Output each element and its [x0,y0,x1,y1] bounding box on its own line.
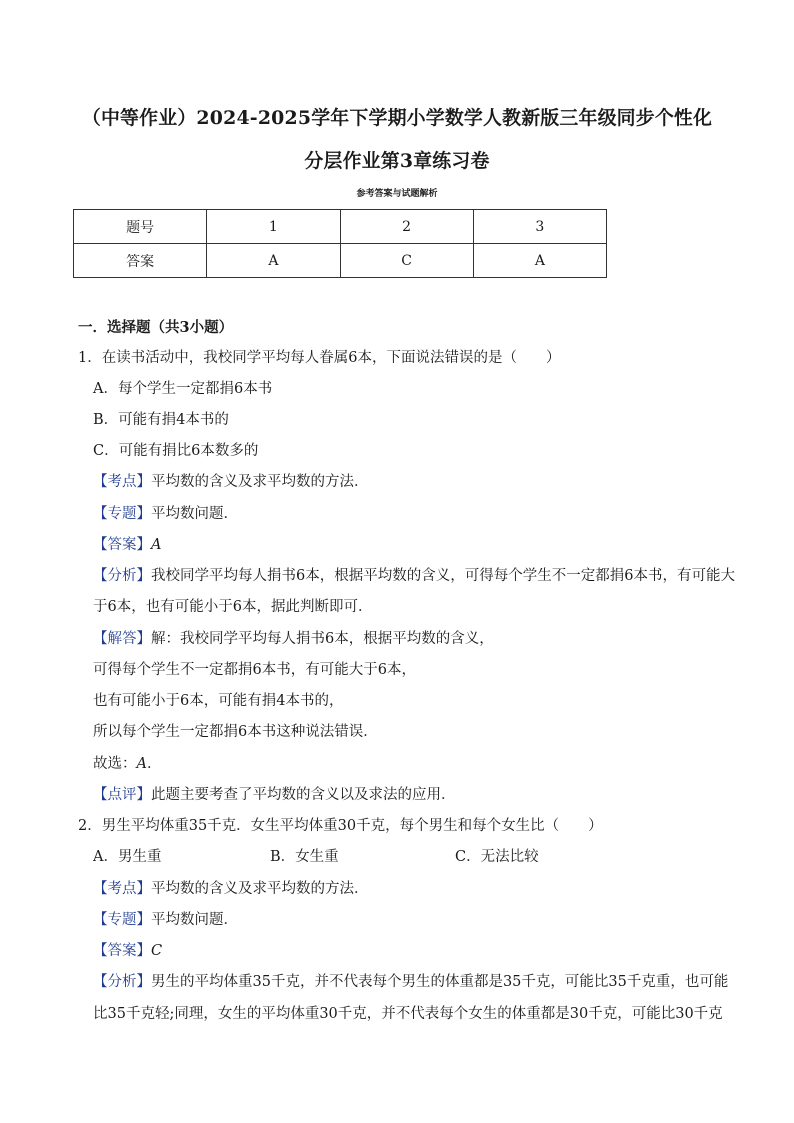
question-2-option-c: C．无法比较 [455,849,539,865]
question-2-answer [93,941,162,961]
question-2-fenxi-line1 [93,972,728,992]
question-2-fenxi-line2: 比35千克轻;同理，女生的平均体重30千克，并不代表每个女生的体重都是30千克，可能比30千克 [93,1006,723,1022]
question-2-stem: 2．男生平均体重35千克．女生平均体重30千克，每个男生和每个女生比（ ） [78,818,603,834]
question-1-option-b: B．可能有捐4本书的 [93,412,229,428]
dianping-tag: 【点评】 [93,787,151,803]
question-1-jieda-line2: 可得每个学生不一定都捐6本书，有可能大于6本， [93,662,416,678]
question-1-stem: 1．在读书活动中，我校同学平均每人眷属6本，下面说法错误的是（ ） [78,350,561,366]
table-row [74,210,607,244]
question-1-option-a: A．每个学生一定都捐6本书 [93,381,273,397]
question-2-kaodian [93,879,369,899]
question-2-option-b: B．女生重 [270,849,339,865]
daan-text: C [151,943,163,959]
fenxi-tag: 【分析】 [93,568,151,584]
question-2-option-a: A．男生重 [93,849,162,865]
document-subtitle: 参考答案与试题解析 [356,189,438,199]
question-1-fenxi-line1 [93,566,735,586]
kaodian-tag: 【考点】 [93,881,151,897]
table-cell: 题号 [74,210,207,244]
question-1-fenxi-line2: 于6本，也有可能小于6本，据此判断即可． [93,599,373,615]
daan-tag: 【答案】 [93,943,151,959]
question-1-dianping [93,785,456,805]
question-1-jieda-line3: 也有可能小于6本，可能有捐4本书的， [93,693,344,709]
daan-text: A [151,537,162,553]
question-1-jieda-line1 [93,629,494,649]
jieda-tag: 【解答】 [93,631,151,647]
daan-tag: 【答案】 [93,537,151,553]
table-cell: C [340,244,473,278]
table-cell: 答案 [74,244,207,278]
zhuanti-text: 平均数问题． [151,506,238,522]
question-2-zhuanti [93,910,238,930]
guxuan-answer: A [136,756,147,772]
table-cell: 1 [207,210,340,244]
fenxi-text: 男生的平均体重35千克，并不代表每个男生的体重都是35千克，可能比35千克重，也可能 [151,974,729,990]
guxuan-label: 故选： [93,756,137,772]
question-1-guxuan [93,754,161,774]
table-cell: A [207,244,340,278]
guxuan-end: ． [146,756,162,772]
table-row [74,244,607,278]
jieda-text: 解：我校同学平均每人捐书6本，根据平均数的含义， [151,631,494,647]
table-cell: 3 [473,210,606,244]
document-title-line1: （中等作业）2024-2025学年下学期小学数学人教新版三年级同步个性化 [81,107,713,129]
kaodian-text: 平均数的含义及求平均数的方法． [151,474,369,490]
fenxi-text: 我校同学平均每人捐书6本，根据平均数的含义，可得每个学生不一定都捐6本书，有可能大 [151,568,735,584]
zhuanti-tag: 【专题】 [93,506,151,522]
question-1-answer [93,535,161,555]
question-1-kaodian [93,472,369,492]
zhuanti-tag: 【专题】 [93,912,151,928]
kaodian-tag: 【考点】 [93,474,151,490]
section-heading: 一．选择题（共3小题） [78,319,234,336]
question-1-option-c: C．可能有捐比6本数多的 [93,443,259,459]
table-cell: 2 [340,210,473,244]
fenxi-tag: 【分析】 [93,974,151,990]
question-1-zhuanti [93,504,238,524]
table-cell: A [473,244,606,278]
answer-table [73,209,607,278]
question-1-jieda-line4: 所以每个学生一定都捐6本书这种说法错误． [93,724,378,740]
document-title-line2: 分层作业第3章练习卷 [304,150,490,172]
kaodian-text: 平均数的含义及求平均数的方法． [151,881,369,897]
dianping-text: 此题主要考查了平均数的含义以及求法的应用． [151,787,456,803]
zhuanti-text: 平均数问题． [151,912,238,928]
